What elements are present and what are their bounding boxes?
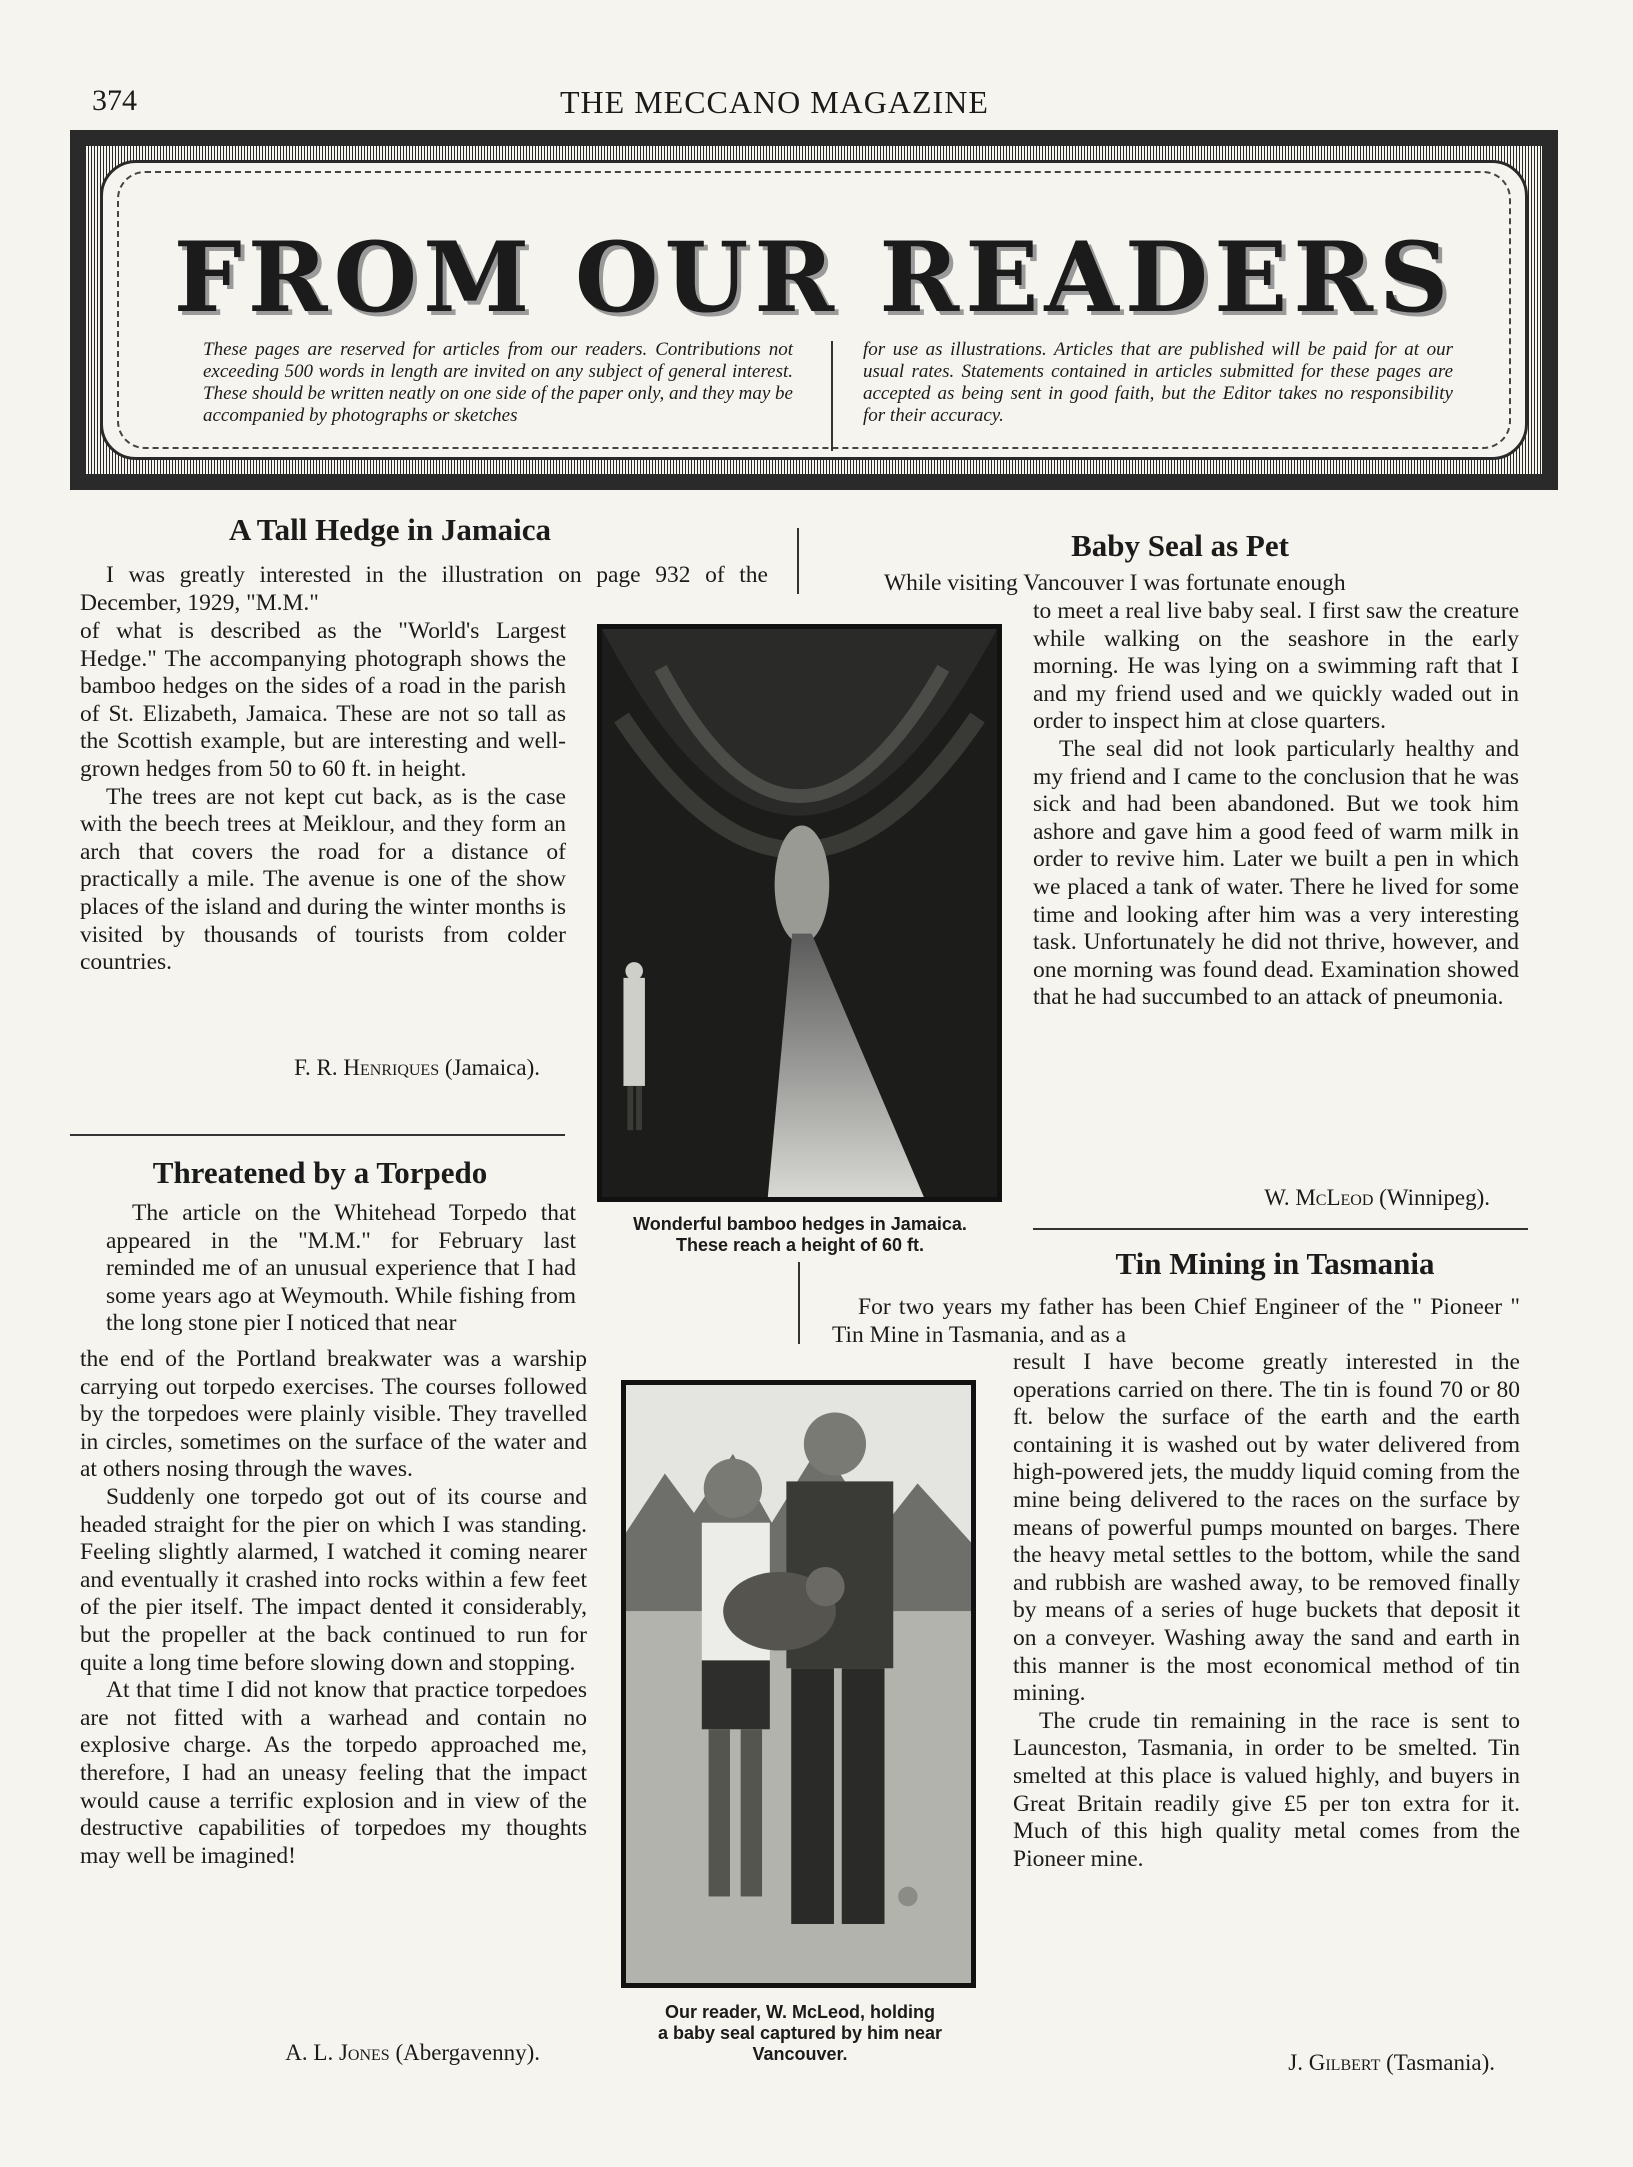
article-text-torpedo-intro <box>80 1200 770 1338</box>
article-title-tin: Tin Mining in Tasmania <box>1115 1246 1435 1281</box>
article-text-hedge-intro: I was greatly interested in the illustration on page 932 of the December, 1929, "M.M." <box>80 562 768 616</box>
editorial-notice-left: These pages are reserved for articles from our readers. Contributions not exceeding 500 words in length are invited on any subject of general interest. These should be written neatly on one side of the paper only, and they may be accompanied by photographs or sketches <box>203 339 793 426</box>
caption-line: a baby seal captured by him near <box>657 2023 943 2043</box>
article-intro-hedge <box>80 562 768 617</box>
author-location: (Jamaica). <box>444 1055 540 1080</box>
article-paragraph: of what is described as the "World's Largest Hedge." The accompanying photograph shows the bamboo hedges on the sides of a road in the parish of St. Elizabeth, Jamaica. These are not so tall as the Scottish example, but are interesting and well-grown hedges from 50 to 60 ft. in height. <box>80 618 566 782</box>
byline-hedge <box>120 1055 540 1081</box>
byline-tin <box>1100 2050 1495 2076</box>
article-paragraph: The crude tin remaining in the race is sent to Launceston, Tasmania, in order to be smelted. Tin smelted at this place is valued highly, and buyers in Great Britain readily give £5 per ton extra for it. Much of this high quality metal comes from the Pioneer mine. <box>1013 1707 1520 1872</box>
article-paragraph: The article on the Whitehead Torpedo that appeared in the "M.M." for February last reminded me of an unusual experience that I had some years ago at Weymouth. While fishing from the long stone pier I noticed that near <box>106 1200 576 1337</box>
article-title-hedge: A Tall Hedge in Jamaica <box>228 512 552 547</box>
article-paragraph: Suddenly one torpedo got out of its course and headed straight for the pier on which I was standing. Feeling slightly alarmed, I watched it coming nearer and eventually it crashed into rocks within a few feet of the pier itself. The impact dented it considerably, but the propeller at the back continued to run for quite a long time before slowing down and stopping. <box>80 1483 587 1676</box>
banner-frame <box>100 160 1528 460</box>
article-paragraph: to meet a real live baby seal. I first saw the creature while walking on the seashore in the early morning. He was lying on a swimming raft that I and my friend used and we quickly waded out in order to inspect him at close quarters. <box>1033 598 1519 735</box>
author-name: A. L. Jones <box>285 2040 390 2065</box>
article-body-seal <box>1033 598 1519 1012</box>
article-text-tin-intro: For two years my father has been Chief Engineer of the " Pioneer " Tin Mine in Tasmania, and as a <box>832 1294 1520 1348</box>
baby-seal-image <box>626 1385 971 1983</box>
editorial-notice-right: for use as illustrations. Articles that are published will be paid for at our usual rates. Statements contained in articles submitted for these pages are accepted as being sent in good faith, but the Editor takes no responsibility for their accuracy. <box>863 339 1453 426</box>
article-body-hedge <box>80 618 566 977</box>
byline-torpedo <box>100 2040 540 2066</box>
article-paragraph: the end of the Portland breakwater was a warship carrying out torpedo exercises. The courses followed by the torpedoes were plainly visible. They travelled in circles, sometimes on the surface of the water and at others nosing through the waves. <box>80 1346 587 1483</box>
magazine-title: THE MECCANO MAGAZINE <box>560 84 989 120</box>
article-paragraph: result I have become greatly interested in the operations carried on there. The tin is found 70 or 80 ft. below the surface of the earth and the earth containing it is washed out by water delivered from high-powered jets, the muddy liquid coming from the mine being delivered to the races on the surface by means of powerful pumps mounted on barges. There the heavy metal settles to the bottom, while the sand and rubbish are washed away, to be removed finally by means of a series of huge buckets that deposit it on a conveyer. Washing away the sand and earth in this manner is the most economical method of tin mining. <box>1013 1349 1520 1707</box>
author-name: J. Gilbert <box>1288 2050 1381 2075</box>
author-name: W. McLeod <box>1264 1185 1374 1210</box>
bamboo-hedges-image <box>602 629 997 1197</box>
article-paragraph: The seal did not look particularly healthy and my friend and I came to the conclusion that he was sick and had been abandoned. But we took him ashore and gave him a good feed of warm milk in order to revive him. Later we built a pen in which we placed a tank of water. There he lived for some time and looking after him was a very interesting task. Unfortunately he did not thrive, however, and one morning was found dead. Examination showed that he had succumbed to an attack of pneumonia. <box>1033 735 1519 1011</box>
caption-line: Vancouver. <box>752 2044 848 2064</box>
byline-seal <box>1100 1185 1490 1211</box>
photo-baby-seal <box>621 1380 976 1988</box>
article-separator <box>1033 1228 1528 1230</box>
column-divider-middle <box>798 1262 800 1344</box>
article-title-torpedo: Threatened by a Torpedo <box>152 1155 488 1190</box>
column-divider-top <box>797 528 799 594</box>
article-paragraph: The trees are not kept cut back, as is the case with the beech trees at Meiklour, and they form an arch that covers the road for a distance of practically a mile. The avenue is one of the show places of the island and during the winter months is visited by thousands of tourists from colder countries. <box>80 783 566 976</box>
photo-caption-seal <box>600 2002 1000 2065</box>
article-separator <box>70 1134 565 1136</box>
article-intro-seal <box>858 570 1518 598</box>
section-title: FROM OUR READERS <box>173 221 1455 334</box>
article-intro-tin <box>832 1294 1520 1349</box>
caption-line: These reach a height of 60 ft. <box>675 1235 925 1255</box>
caption-line: Our reader, W. McLeod, holding <box>664 2002 936 2022</box>
author-location: (Abergavenny). <box>395 2040 540 2065</box>
article-intro-torpedo <box>80 1200 770 1338</box>
author-location: (Winnipeg). <box>1379 1185 1490 1210</box>
article-paragraph: At that time I did not know that practice torpedoes are not fitted with a warhead and contain no explosive charge. As the torpedo approached me, therefore, I had an uneasy feeling that the impact would cause a terrific explosion and in view of the destructive capabilities of torpedoes my thoughts may well be imagined! <box>80 1677 587 1869</box>
banner-divider <box>831 341 833 451</box>
article-text-seal-intro: While visiting Vancouver I was fortunate enough <box>884 570 1346 596</box>
caption-line: Wonderful bamboo hedges in Jamaica. <box>633 1214 967 1234</box>
page-number: 374 <box>92 84 137 117</box>
article-body-torpedo <box>80 1346 587 1870</box>
photo-bamboo-hedges <box>597 624 1002 1202</box>
article-title-seal: Baby Seal as Pet <box>1071 528 1289 563</box>
section-banner <box>70 130 1558 490</box>
article-body-tin <box>1013 1349 1520 1873</box>
author-location: (Tasmania). <box>1386 2050 1495 2075</box>
author-name: F. R. Henriques <box>294 1055 440 1080</box>
